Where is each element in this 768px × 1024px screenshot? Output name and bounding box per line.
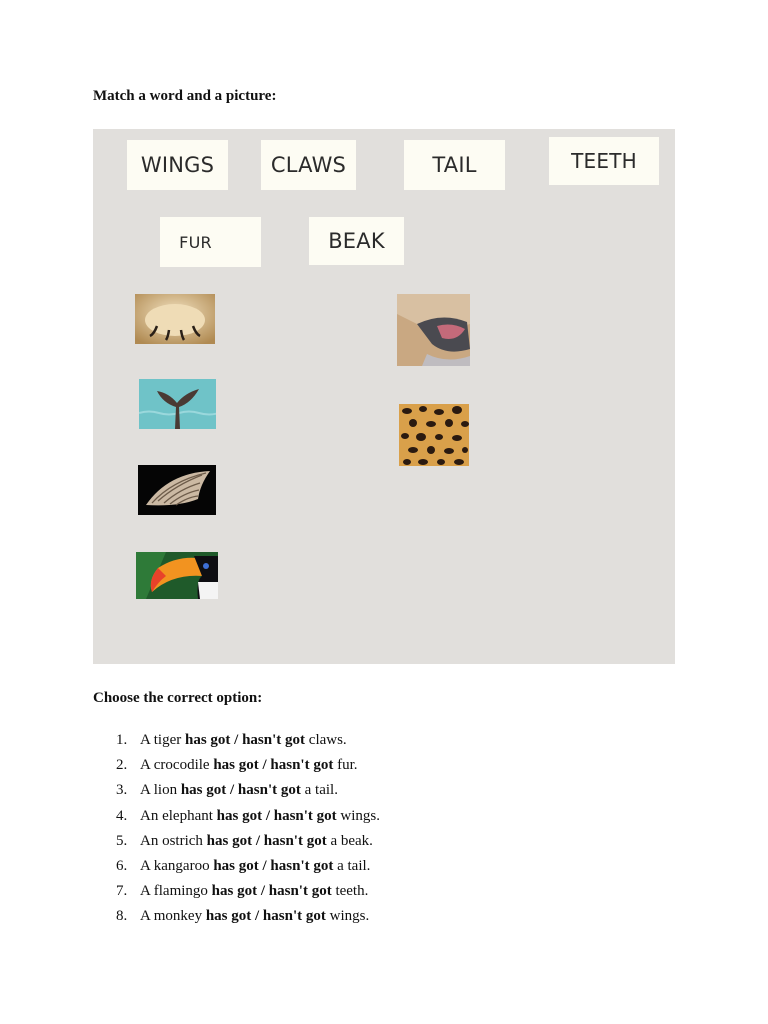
- list-item: 8. A monkey has got / hasn't got wings.: [116, 908, 370, 925]
- list-item: 7. A flamingo has got / hasn't got teeth.: [116, 883, 369, 900]
- choose-heading: Choose the correct option:: [93, 690, 263, 706]
- list-item: 2. A crocodile has got / hasn't got fur.: [116, 757, 358, 774]
- question-list: [116, 729, 380, 931]
- option-choice[interactable]: has got / hasn't got: [213, 857, 334, 874]
- option-choice[interactable]: has got / hasn't got: [206, 832, 327, 849]
- list-item: 6. A kangaroo has got / hasn't got a tail.: [116, 857, 371, 874]
- list-item: 4. An elephant has got / hasn't got wings.: [116, 807, 381, 824]
- option-choice[interactable]: has got / hasn't got: [180, 782, 301, 799]
- option-choice[interactable]: has got / hasn't got: [216, 807, 337, 824]
- word-card-teeth[interactable]: TEETH: [549, 137, 659, 185]
- fur-picture[interactable]: [399, 404, 469, 466]
- tail-picture[interactable]: [139, 379, 216, 429]
- teeth-picture[interactable]: [397, 294, 470, 366]
- option-choice[interactable]: has got / hasn't got: [211, 883, 332, 900]
- match-heading: Match a word and a picture:: [93, 88, 277, 104]
- word-card-tail[interactable]: TAIL: [404, 140, 505, 190]
- beak-picture[interactable]: [136, 552, 218, 599]
- option-choice[interactable]: has got / hasn't got: [213, 757, 334, 774]
- wings-picture[interactable]: [138, 465, 216, 515]
- claws-picture[interactable]: [135, 294, 215, 344]
- matching-panel: [93, 129, 675, 664]
- word-card-beak[interactable]: BEAK: [309, 217, 404, 265]
- list-item: 3. A lion has got / hasn't got a tail.: [116, 782, 338, 799]
- word-card-fur[interactable]: FUR: [160, 217, 261, 267]
- word-card-claws[interactable]: CLAWS: [261, 140, 356, 190]
- word-card-wings[interactable]: WINGS: [127, 140, 228, 190]
- option-choice[interactable]: has got / hasn't got: [185, 732, 306, 748]
- option-choice[interactable]: has got / hasn't got: [205, 908, 326, 925]
- list-item: 1. A tiger has got / hasn't got claws.: [116, 732, 347, 748]
- list-item: 5. An ostrich has got / hasn't got a beak.: [116, 832, 373, 849]
